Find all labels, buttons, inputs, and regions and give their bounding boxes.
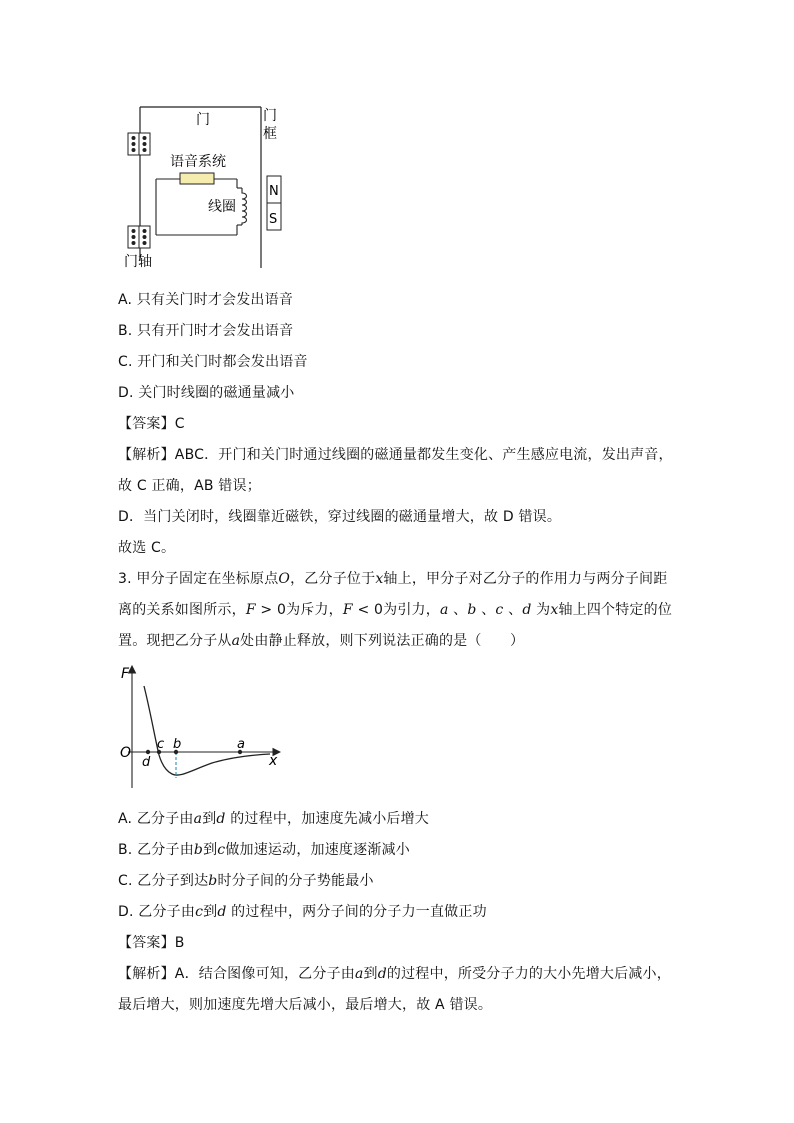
- q3-analysis-line-1: 【解析】A．结合图像可知，乙分子由a到d的过程中，所受分子力的大小先增大后减小，: [118, 966, 671, 982]
- magnet-n-label: N: [269, 184, 279, 199]
- q3-option-a: A. 乙分子由a到d 的过程中，加速度先减小后增大: [118, 811, 430, 827]
- q2-option-c: C. 开门和关门时都会发出语音: [118, 354, 308, 370]
- label-c: c: [157, 737, 165, 752]
- q2-option-d: D. 关门时线圈的磁通量减小: [118, 385, 295, 401]
- q3-option-d: D. 乙分子由c到d 的过程中，两分子间的分子力一直做正功: [118, 904, 487, 920]
- q3-answer: 【答案】B: [118, 935, 185, 951]
- q2-option-b: B. 只有开门时才会发出语音: [118, 323, 294, 339]
- force-curve: [144, 686, 270, 775]
- upper-hinge-icon: [128, 133, 150, 155]
- q3-option-c: C. 乙分子到达b时分子间的分子势能最小: [118, 873, 374, 889]
- coil-icon: [242, 188, 247, 225]
- f-axis-label: F: [121, 666, 130, 682]
- magnet-s-label: S: [269, 212, 278, 227]
- q2-analysis-line-1: 【解析】ABC．开门和关门时通过线圈的磁通量都发生变化、产生感应电流，发出声音，: [118, 447, 673, 463]
- label-d: d: [142, 755, 151, 770]
- origin-label: O: [120, 745, 132, 761]
- q2-analysis-line-3: D．当门关闭时，线圈靠近磁铁，穿过线圈的磁通量增大，故 D 错误。: [118, 509, 562, 525]
- door-axis-label: 门轴: [124, 254, 152, 270]
- q3-stem-line-3: 置。现把乙分子从a处由静止释放，则下列说法正确的是（ ）: [118, 633, 525, 649]
- point-d: [146, 750, 150, 754]
- q3-stem-line-1: 3. 甲分子固定在坐标原点O，乙分子位于x轴上，甲分子对乙分子的作用力与两分子间距: [118, 571, 668, 587]
- q2-analysis-line-2: 故 C 正确，AB 错误；: [118, 478, 261, 494]
- frame-label-1: 门: [263, 108, 277, 124]
- q2-answer: 【答案】C: [118, 416, 185, 432]
- x-axis-label: x: [269, 753, 278, 769]
- voice-system-label: 语音系统: [170, 154, 226, 170]
- q3-option-b: B. 乙分子由b到c做加速运动，加速度逐渐减小: [118, 842, 410, 858]
- q3-analysis-line-2: 最后增大，则加速度先增大后减小，最后增大，故 A 错误。: [118, 997, 493, 1013]
- q3-stem-line-2: 离的关系如图所示，F > 0为斥力，F < 0为引力，a 、b 、c 、d 为x轴上四个特定的位: [118, 602, 673, 618]
- door-voice-system-diagram: [120, 100, 290, 272]
- q2-analysis-line-4: 故选 C。: [118, 540, 176, 556]
- coil-label: 线圈: [208, 199, 236, 215]
- door-label: 门: [196, 112, 210, 128]
- force-distance-graph: [114, 660, 286, 794]
- frame-label-2: 框: [263, 126, 277, 142]
- label-a: a: [237, 737, 245, 752]
- label-b: b: [173, 737, 182, 752]
- voice-system-box: [180, 173, 214, 184]
- q2-option-a: A. 只有关门时才会发出语音: [118, 292, 294, 308]
- lower-hinge-icon: [128, 226, 150, 248]
